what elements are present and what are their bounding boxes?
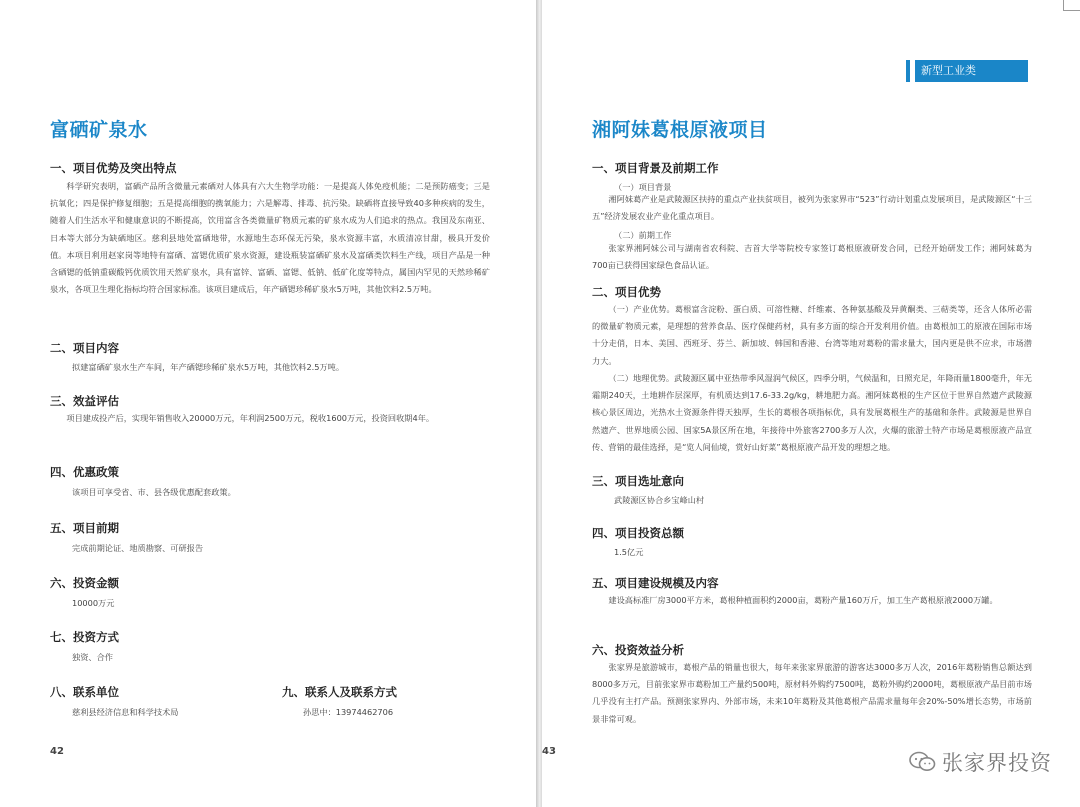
watermark-text: 张家界投资 [942,751,1052,775]
section-body-scale: 建设高标准厂房3000平方米，葛根种植面积约2000亩，葛粉产量160万斤，加工生产葛根原液2000万罐。 [608,595,998,605]
section-heading-contact-person: 九、联系人及联系方式 [282,685,397,699]
section-heading-amount: 六、投资金额 [50,576,119,590]
section-heading-advantages: 二、项目优势 [592,285,661,299]
section-body-method: 独资、合作 [72,652,113,662]
section-heading-scale: 五、项目建设规模及内容 [592,576,719,590]
page-number: 42 [50,746,64,757]
corner-crop-mark [1063,0,1080,11]
left-page [0,0,536,807]
section-heading-policy: 四、优惠政策 [50,465,119,479]
section-body-content: 拟建富硒矿泉水生产车间，年产硒锶珍稀矿泉水5万吨，其他饮料2.5万吨。 [72,362,345,372]
section-heading-site: 三、项目选址意向 [592,474,684,488]
subsection-body-background: 湘阿妹葛产业是武陵源区扶持的重点产业扶贫项目，被列为张家界市“523”行动计划重点发展项目，是武陵源区“十三五”经济发展农业产业化重点项目。 [592,194,1032,222]
section-heading-benefit-analysis: 六、投资效益分析 [592,643,684,657]
category-tag-bar [906,60,910,82]
section-heading-benefit: 三、效益评估 [50,394,119,408]
section-body-preliminary: 完成前期论证、地质勘察、可研报告 [72,543,204,553]
section-heading-preliminary: 五、项目前期 [50,521,119,535]
section-heading-contact-unit: 八、联系单位 [50,685,119,699]
page-title: 湘阿妹葛根原液项目 [592,119,768,141]
section-heading-investment: 四、项目投资总额 [592,526,684,540]
section-body-benefit: 项目建成投产后，实现年销售收入20000万元，年利润2500万元，税收1600万元，投资回收期4年。 [66,413,435,423]
section-body-benefit-analysis: 张家界是旅游城市，葛根产品的销量也很大，每年来张家界旅游的游客达3000多万人次，2016年葛粉销售总额达到8000多万元，目前张家界市葛粉加工产量约500吨，原材料外购约7500吨，葛粉外购约2000吨，葛根原液产品目前市场几乎没有主打产品。预测张家界内、外部市场，未来10年葛粉及其他葛根产品需求量每年会20%-50%增长态势，市场前景非常可观。 [592,662,1032,724]
right-page [542,0,1080,807]
page-title: 富硒矿泉水 [50,119,148,141]
section-body-amount: 10000万元 [72,598,115,608]
section-body-advantages: 科学研究表明，富硒产品所含微量元素硒对人体具有六大生物学功能：一是提高人体免疫机能；二是预防癌变；三是抗氧化；四是保护修复细胞；五是提高细胞的携氧能力；六是解毒、排毒、抗污染。缺硒将直接导致40多种疾病的发生，随着人们生活水平和健康意识的不断提高，饮用富含各类微量矿物质元素的矿泉水成为人们追求的热点。我国及东南亚、日本等大部分为缺硒地区。慈利县地处富硒地带，水源地生态环保无污染，泉水资源丰富，水质清凉甘甜，极具开发价值。本项目利用赵家岗等地特有富硒、富锶优质矿泉水资源，建设瓶装富硒矿泉水及富硒类饮料生产线，项目产品是一种含硒锶的低钠重碳酸钙优质饮用天然矿泉水，具有富锌、富硒、富锶、低钠、低矿化度等特点，属国内罕见的天然珍稀矿泉水，各项卫生理化指标均符合国家标准。该项目建成后，年产硒锶珍稀矿泉水5万吨，其他饮料2.5万吨。 [50,181,490,295]
subsection-body-preliminary: 张家界湘阿妹公司与湖南省农科院、吉首大学等院校专家签订葛根原液研发合同，已经开始研发工作；湘阿妹葛为700亩已获得国家绿色食品认证。 [592,243,1032,271]
section-body-industry-advantage: （一）产业优势。葛根富含淀粉、蛋白质、可溶性糖、纤维素、各种氨基酸及异黄酮类、三萜类等，还含人体所必需的微量矿物质元素，是理想的营养食品、医疗保健药材，具有多方面的综合开发利用价值。由葛根加工的原液在国际市场十分走俏，日本、美国、西班牙、芬兰、新加坡、韩国和香港、台湾等地对葛粉的需求量大，国内更是供不应求，市场潜力大。 [592,304,1032,366]
section-body-policy: 该项目可享受省、市、县各级优惠配套政策。 [72,487,236,497]
watermark [908,745,1052,779]
section-body-investment: 1.5亿元 [614,547,644,557]
section-body-site: 武陵源区协合乡宝峰山村 [614,495,705,505]
section-body-contact-person: 孙思中：13974462706 [303,707,394,717]
wechat-icon [908,751,936,773]
section-heading-method: 七、投资方式 [50,630,119,644]
section-heading-advantages: 一、项目优势及突出特点 [50,161,177,175]
section-body-contact-unit: 慈利县经济信息和科学技术局 [72,707,179,717]
subsection-label-preliminary: （二）前期工作 [614,230,672,240]
page-number: 43 [542,746,556,757]
category-tag: 新型工业类 [912,60,1028,82]
section-body-geographic-advantage: （二）地理优势。武陵源区属中亚热带季风湿润气候区，四季分明，气候温和，日照充足，年降雨量1800毫升，年无霜期240天，土地耕作层深厚，有机质达到17.6-33.2g/kg，耕地肥力高。湘阿妹葛根的生产区位于世界自然遗产武陵源核心景区周边，光热水土资源条件得天独厚，生长的葛根各项指标优，具有发展葛根生产的基础和条件。武陵源是世界自然遗产、世界地质公园、国家5A景区所在地，年接待中外旅客2700多万人次，火爆的旅游土特产市场是葛根原液产品宣传、营销的最佳选择，是“览人间仙境，赏好山好菜”葛根原液产品开发的理想之地。 [592,373,1032,452]
section-heading-background: 一、项目背景及前期工作 [592,161,719,175]
section-heading-content: 二、项目内容 [50,341,119,355]
subsection-label-background: （一）项目背景 [614,182,672,192]
